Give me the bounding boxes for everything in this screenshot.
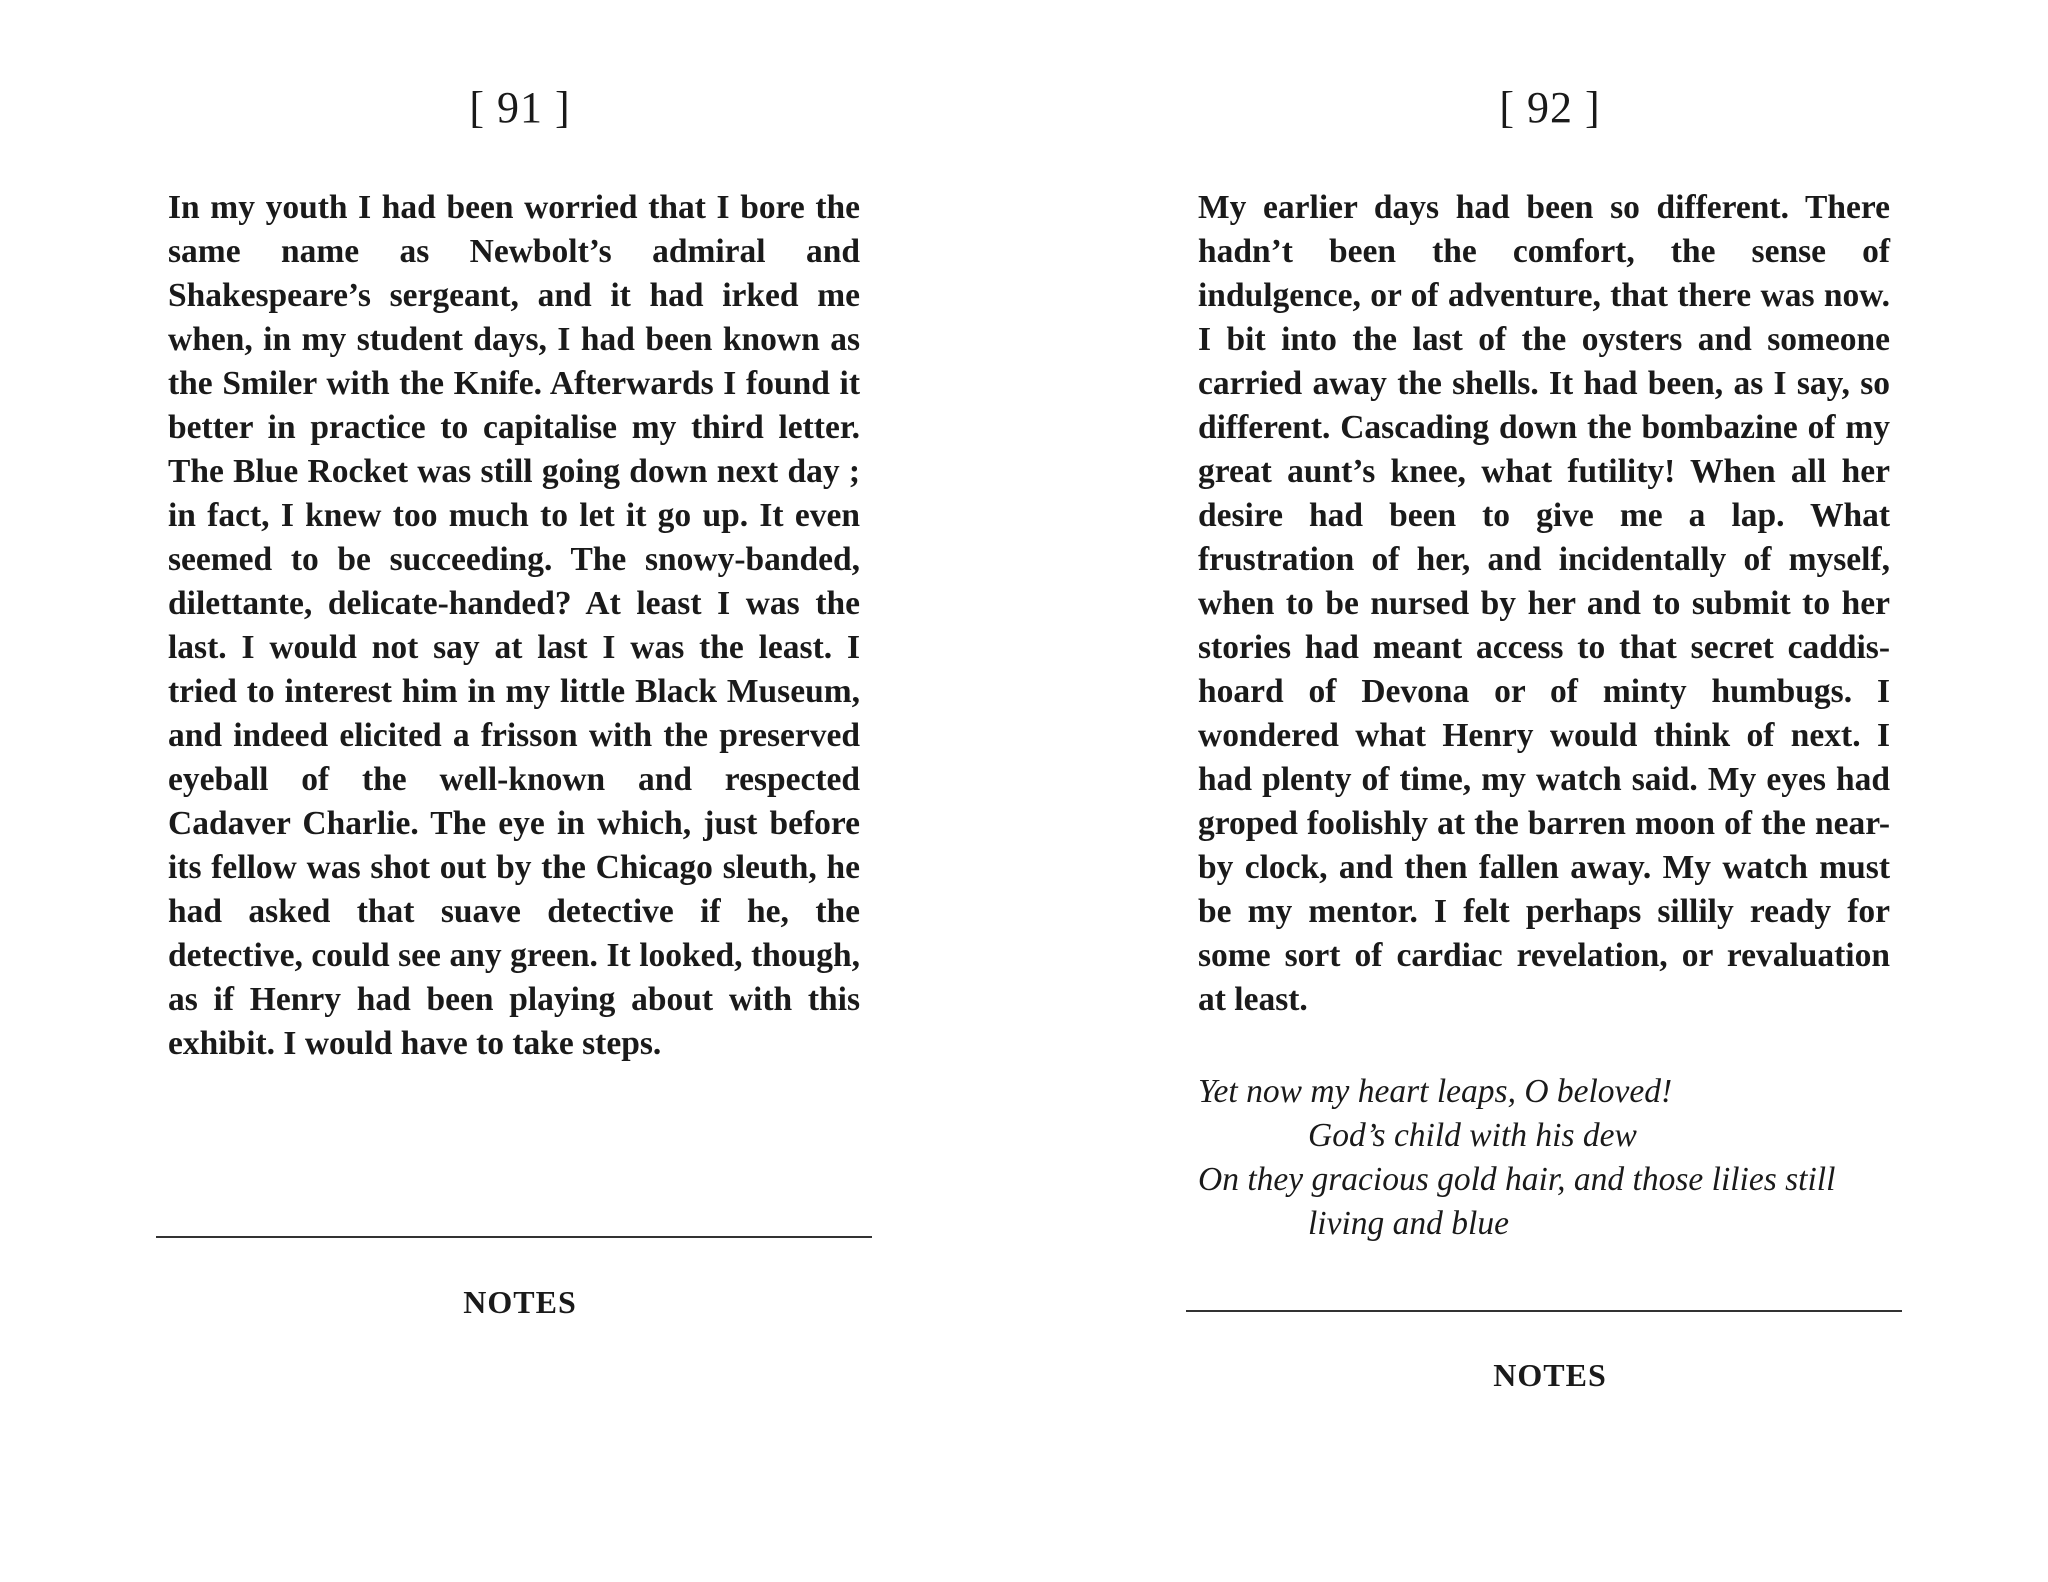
poem-line: Yet now my heart leaps, O beloved! bbox=[1198, 1073, 1673, 1110]
notes-divider bbox=[156, 1236, 872, 1238]
notes-divider bbox=[1186, 1310, 1902, 1312]
body-text: My earlier days had been so different. There hadn’t been the comfort, the sense of indulgence, or of adventure, that there was now. I bit into the last of the oysters and someone carried away the shells. It had been, as I say, so different. Cascading down the bombazine of my great aunt’s knee, what futility! When all her desire had been to give me a lap. What frustration of her, and incidentally of myself, when to be nursed by her and to submit to her stories had meant access to that secret caddis-hoard of Devona or of minty humbugs. I wondered what Henry would think of next. I had plenty of time, my watch said. My eyes had groped foolishly at the barren moon of the near-by clock, and then fallen away. My watch must be my mentor. I felt perhaps sillily ready for some sort of cardiac revelation, or revaluation at least. bbox=[1198, 189, 1890, 1018]
body-text: In my youth I had been worried that I bore the same name as Newbolt’s admiral and Shakespeare’s sergeant, and it had irked me when, in my student days, I had been known as the Smiler with the Knife. Afterwards I found it better in practice to capitalise my third letter. The Blue Rocket was still going down next day ; in fact, I knew too much to let it go up. It even seemed to be succeeding. The snowy-banded, dilettante, delicate-handed? At least I was the last. I would not say at last I was the least. I tried to interest him in my little Black Museum, and indeed elicited a frisson with the preserved eyeball of the well-known and respected Cadaver Charlie. The eye in which, just before its fellow was shot out by the Chicago sleuth, he had asked that suave detective if he, the detective, could see any green. It looked, though, as if Henry had been playing about with this exhibit. I would have to take steps. bbox=[168, 189, 860, 1062]
notes-heading: NOTES bbox=[1493, 1357, 1607, 1393]
left-page bbox=[160, 0, 880, 1582]
poem-line: On they gracious gold hair, and those lilies still bbox=[1198, 1161, 1836, 1198]
right-page bbox=[1190, 0, 1910, 1582]
notes-heading: NOTES bbox=[463, 1284, 577, 1320]
page-number: [ 91 ] bbox=[469, 83, 571, 132]
poem-line: living and blue bbox=[1308, 1205, 1509, 1242]
page-number: [ 92 ] bbox=[1499, 83, 1601, 132]
poem-stanza bbox=[1198, 1070, 1898, 1246]
poem-line: God’s child with his dew bbox=[1308, 1117, 1637, 1154]
